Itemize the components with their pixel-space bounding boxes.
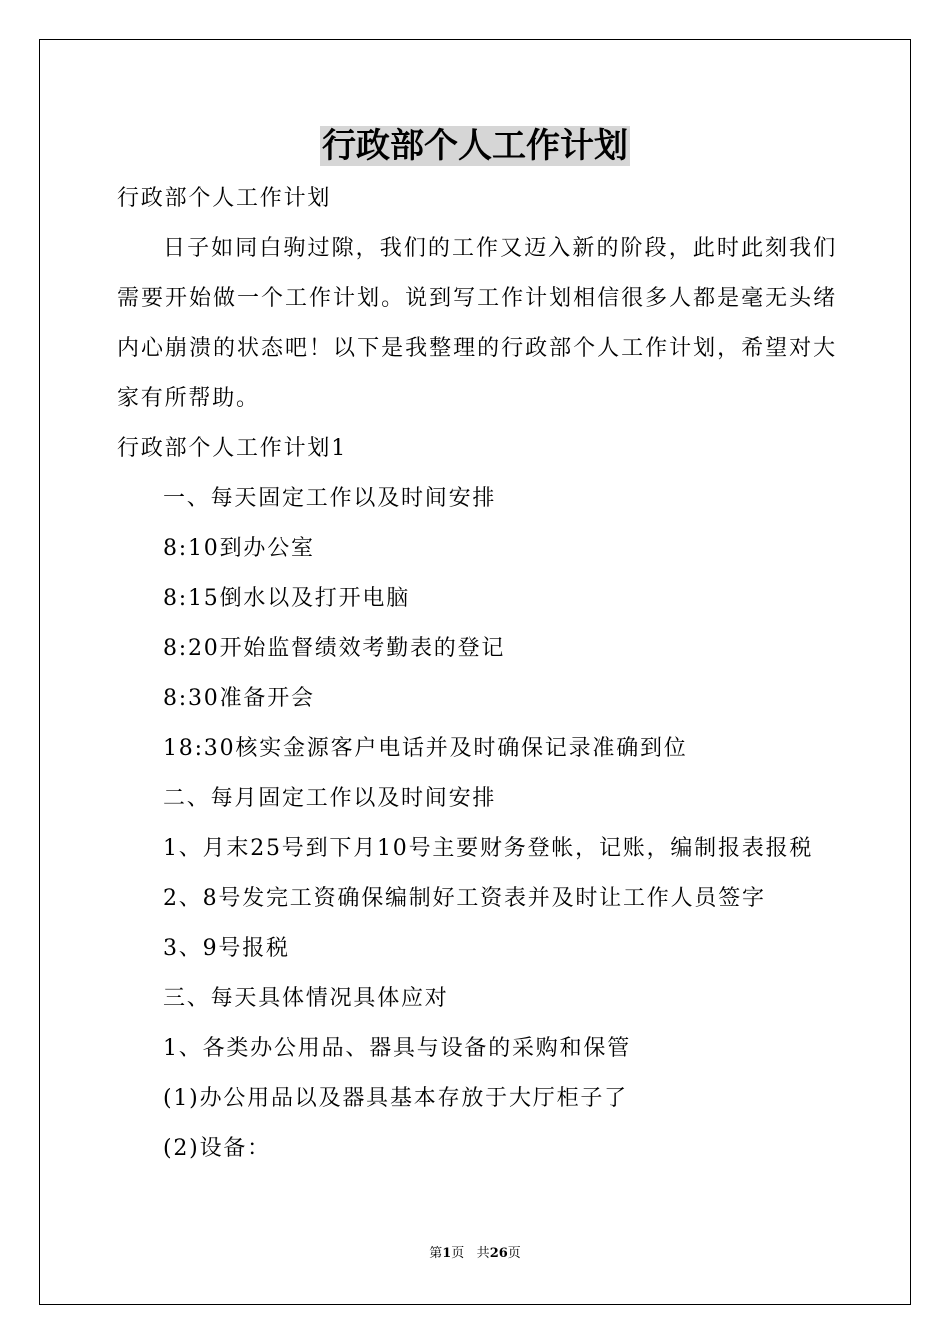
list-item: (2)设备： (163, 1136, 271, 1161)
page-mid: 页 (451, 1246, 465, 1261)
list-item: 2、8号发完工资确保编制好工资表并及时让工作人员签字 (163, 886, 766, 911)
list-item: 一、每天固定工作以及时间安排 (163, 486, 497, 511)
list-item: 8:15倒水以及打开电脑 (163, 586, 411, 611)
document-title-text: 行政部个人工作计划 (322, 126, 628, 166)
intro-paragraph: 日子如同白驹过隙，我们的工作又迈入新的阶段，此时此刻我们需要开始做一个工作计划。说到写工作计划相信很多人都是毫无头绪内心崩溃的状态吧！以下是我整理的行政部个人工作计划，希望对大家有所帮助。 (117, 236, 837, 411)
list-item: 三、每天具体情况具体应对 (163, 986, 449, 1011)
list-item: 18:30核实金源客户电话并及时确保记录准确到位 (163, 736, 688, 761)
section-heading: 行政部个人工作计划1 (117, 436, 347, 461)
document-subtitle: 行政部个人工作计划 (117, 186, 332, 211)
page-prefix: 第 (429, 1246, 443, 1261)
list-item: 8:30准备开会 (163, 686, 315, 711)
document-title (0, 122, 950, 170)
document-body (117, 174, 837, 1174)
page-footer (0, 1244, 950, 1264)
list-item: 二、每月固定工作以及时间安排 (163, 786, 497, 811)
list-item: (1)办公用品以及器具基本存放于大厅柜子了 (163, 1086, 628, 1111)
total-prefix: 共 (476, 1246, 490, 1261)
list-item: 1、各类办公用品、器具与设备的采购和保管 (163, 1036, 631, 1061)
list-item: 1、月末25号到下月10号主要财务登帐，记账，编制报表报税 (163, 836, 814, 861)
list-item: 8:10到办公室 (163, 536, 315, 561)
total-pages: 26 (489, 1246, 508, 1261)
list-item: 3、9号报税 (163, 936, 290, 961)
total-suffix: 页 (507, 1246, 521, 1261)
list-item: 8:20开始监督绩效考勤表的登记 (163, 636, 506, 661)
page-number: 1 (442, 1246, 452, 1261)
